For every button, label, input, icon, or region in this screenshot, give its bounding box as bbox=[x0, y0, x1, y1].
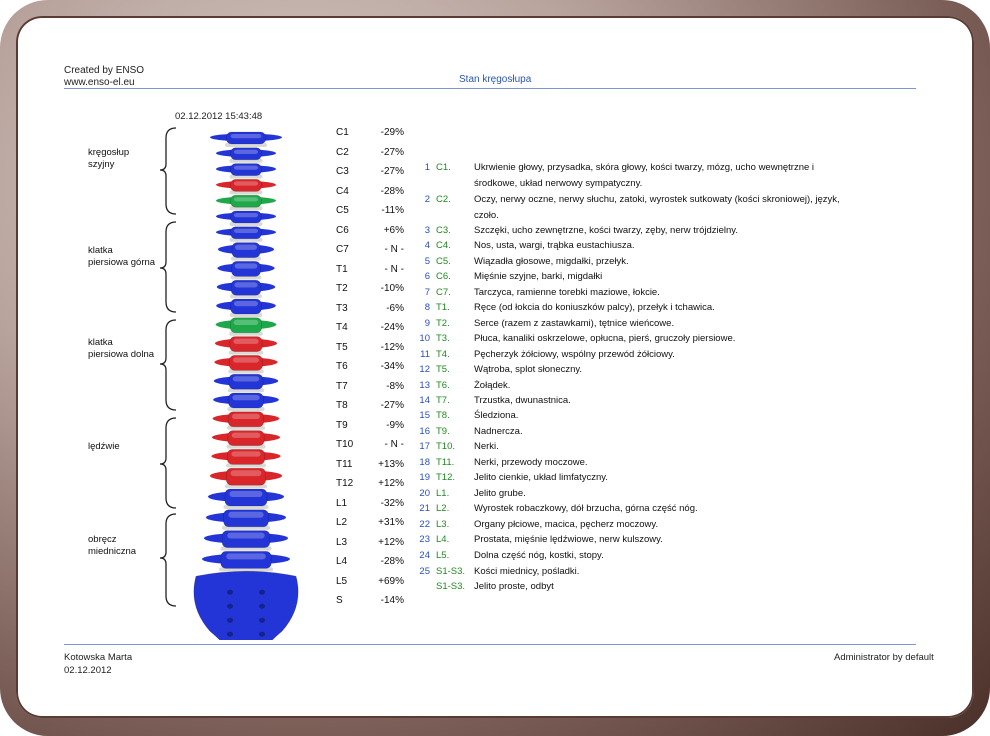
legend-description: Nerki, przewody moczowe. bbox=[474, 457, 588, 468]
legend-number: 7 bbox=[424, 287, 430, 298]
legend-description: Pęcherzyk żółciowy, wspólny przewód żółciowy. bbox=[474, 349, 675, 360]
legend-code: T3. bbox=[436, 333, 450, 344]
level-row bbox=[336, 400, 404, 411]
legend-number: 9 bbox=[424, 318, 430, 329]
level-percentage: - N - bbox=[384, 244, 404, 255]
vertebra-highlight bbox=[234, 229, 258, 233]
sacral-foramen bbox=[259, 604, 265, 609]
vertebra-highlight bbox=[232, 433, 261, 438]
legend-description: Ręce (od łokcia do koniuszków palcy), przełyk i tchawica. bbox=[474, 302, 715, 313]
legend-description: Jelito cienkie, układ limfatyczny. bbox=[474, 472, 608, 483]
legend-description: Wiązadła głosowe, migdałki, przełyk. bbox=[474, 256, 629, 267]
vertebra-highlight bbox=[232, 395, 259, 400]
level-name: C4 bbox=[336, 185, 349, 197]
sacral-foramen bbox=[227, 590, 233, 595]
level-name: C6 bbox=[336, 224, 349, 236]
level-name: L4 bbox=[336, 556, 348, 567]
legend-code: C1. bbox=[436, 162, 451, 173]
legend-number: 6 bbox=[424, 271, 430, 282]
report-page bbox=[16, 16, 974, 718]
legend-number: 19 bbox=[419, 472, 430, 483]
legend-description: Serce (razem z zastawkami), tętnice wieńcowe. bbox=[474, 318, 675, 329]
level-name: C1 bbox=[336, 127, 349, 138]
legend-code: T11. bbox=[436, 457, 455, 468]
legend-code: C4. bbox=[436, 240, 451, 251]
level-percentage: +6% bbox=[383, 224, 404, 236]
legend-number: 5 bbox=[424, 256, 430, 267]
level-row bbox=[336, 439, 404, 450]
legend-code: T9. bbox=[436, 426, 450, 437]
level-row bbox=[336, 478, 404, 489]
region-label-upper-thoracic: klatka piersiowa górna bbox=[88, 245, 156, 268]
vertebra-highlight bbox=[230, 491, 263, 497]
region-label-cervical: kręgosłup szyjny bbox=[88, 147, 130, 170]
legend-code: L5. bbox=[436, 550, 450, 561]
vertebra-highlight bbox=[231, 451, 260, 456]
level-row bbox=[336, 420, 404, 431]
level-row bbox=[336, 166, 404, 177]
legend-number: 13 bbox=[419, 380, 430, 391]
legend-number: 18 bbox=[419, 457, 430, 468]
sacral-foramen bbox=[227, 618, 233, 623]
level-percentage: -27% bbox=[380, 146, 404, 158]
level-name: T6 bbox=[336, 361, 348, 372]
level-row bbox=[336, 225, 404, 236]
legend-code: L3. bbox=[436, 519, 450, 530]
level-percentage: -8% bbox=[386, 380, 404, 392]
level-row bbox=[336, 498, 404, 509]
legend-code: L2. bbox=[436, 503, 450, 514]
vertebra-highlight bbox=[235, 245, 257, 250]
legend-code: T10. bbox=[436, 441, 456, 452]
level-name: T7 bbox=[336, 380, 348, 392]
legend-number: 23 bbox=[419, 534, 430, 545]
level-percentage: - N - bbox=[384, 439, 404, 450]
sacral-foramen bbox=[227, 604, 233, 609]
level-name: L3 bbox=[336, 536, 348, 548]
level-percentage: - N - bbox=[384, 263, 404, 275]
legend-code: S1-S3. bbox=[436, 581, 466, 592]
level-percentage: -24% bbox=[380, 322, 404, 333]
level-percentage: -12% bbox=[380, 341, 404, 353]
level-percentage: -11% bbox=[381, 205, 404, 216]
legend-number: 12 bbox=[419, 364, 430, 375]
legend-description: Dolna część nóg, kostki, stopy. bbox=[474, 550, 604, 561]
level-percentage: -10% bbox=[380, 283, 404, 294]
level-percentage: +13% bbox=[378, 458, 404, 470]
legend-code: T2. bbox=[436, 318, 450, 329]
legend-description: Jelito grube. bbox=[474, 488, 526, 499]
level-row bbox=[336, 537, 404, 548]
vertebra-highlight bbox=[234, 150, 258, 154]
legend-code: S1-S3. bbox=[436, 566, 466, 577]
sacral-foramen bbox=[259, 632, 265, 637]
legend-number: 4 bbox=[424, 240, 430, 251]
legend-number: 25 bbox=[419, 566, 430, 577]
level-name: T1 bbox=[336, 263, 348, 275]
report-date: 02.12.2012 bbox=[64, 665, 112, 676]
legend-description: Wyrostek robaczkowy, dół brzucha, górna część nóg. bbox=[474, 503, 698, 514]
level-row bbox=[336, 264, 404, 275]
legend-description: Tarczyca, ramienne torebki maziowe, łokcie. bbox=[474, 287, 660, 298]
vertebra-highlight bbox=[234, 213, 258, 217]
legend-number: 3 bbox=[424, 225, 430, 236]
level-percentage: -6% bbox=[386, 302, 404, 314]
level-percentage: -34% bbox=[380, 361, 404, 372]
level-row bbox=[336, 517, 404, 528]
level-percentage: -27% bbox=[380, 400, 404, 411]
region-label-lower-thoracic: klatka piersiowa dolna bbox=[88, 337, 155, 360]
region-braces bbox=[156, 124, 180, 614]
legend-description: Jelito proste, odbyt bbox=[474, 581, 554, 592]
legend-description: Ukrwienie głowy, przysadka, skóra głowy, kości twarzy, mózg, ucho wewnętrzne i środkowe, układ nerwowy sympatyczny. bbox=[474, 162, 815, 189]
level-row bbox=[336, 595, 404, 606]
legend-code: L1. bbox=[436, 488, 450, 499]
sacral-foramen bbox=[259, 618, 265, 623]
legend-description: Nos, usta, wargi, trąbka eustachiusza. bbox=[474, 240, 635, 251]
legend-description: Kości miednicy, pośladki. bbox=[474, 566, 580, 577]
vertebra-highlight bbox=[234, 282, 257, 287]
legend-description: Trzustka, dwunastnica. bbox=[474, 395, 571, 406]
legend-description: Żołądek. bbox=[474, 380, 511, 391]
vertebra-highlight bbox=[231, 470, 262, 476]
legend-description: Oczy, nerwy oczne, nerwy słuchu, zatoki, wyrostek sutkowaty (kości skroniowej), język, czoło. bbox=[474, 194, 840, 221]
legend-number: 17 bbox=[419, 441, 430, 452]
legend-description: Organy płciowe, macica, pęcherz moczowy. bbox=[474, 519, 659, 530]
admin-label: Administrator by default bbox=[834, 652, 934, 663]
level-percentage: -27% bbox=[380, 166, 404, 177]
legend-description: Szczęki, ucho zewnętrzne, kości twarzy, zęby, nerw trójdzielny. bbox=[474, 225, 738, 236]
region-label-pelvic: obręcz miedniczna bbox=[88, 534, 137, 557]
legend-number: 16 bbox=[419, 426, 430, 437]
vertebra-highlight bbox=[235, 263, 258, 268]
level-row bbox=[336, 576, 404, 587]
level-row bbox=[336, 205, 404, 216]
level-name: C3 bbox=[336, 166, 349, 177]
vertebra-highlight bbox=[228, 512, 263, 518]
legend-code: C6. bbox=[436, 271, 451, 282]
level-percentage: -28% bbox=[380, 185, 404, 197]
level-percentage: -9% bbox=[386, 419, 404, 431]
legend-code: T8. bbox=[436, 410, 450, 421]
level-name: S bbox=[336, 595, 343, 606]
created-by-label: Created by ENSO bbox=[64, 65, 145, 76]
level-row bbox=[336, 244, 404, 255]
vertebra-highlight bbox=[234, 320, 259, 325]
legend-number: 21 bbox=[419, 503, 430, 514]
vertebra-highlight bbox=[227, 533, 264, 539]
level-name: T4 bbox=[336, 322, 348, 333]
vertebra-highlight bbox=[233, 376, 260, 381]
legend-description: Śledziona. bbox=[474, 410, 519, 421]
level-name: T2 bbox=[336, 283, 348, 294]
legend-code: T6. bbox=[436, 380, 450, 391]
vertebra-highlight bbox=[234, 197, 258, 201]
level-row bbox=[336, 283, 404, 294]
level-row bbox=[336, 361, 404, 372]
vertebra-highlight bbox=[234, 166, 258, 170]
spine-diagram bbox=[186, 120, 306, 640]
legend-number: 8 bbox=[424, 302, 430, 313]
legend-number: 22 bbox=[419, 519, 430, 530]
level-name: T8 bbox=[336, 400, 348, 411]
region-label-lumbar: lędźwie bbox=[88, 441, 120, 452]
level-row bbox=[336, 127, 404, 138]
level-row bbox=[336, 556, 404, 567]
legend-number: 15 bbox=[419, 410, 430, 421]
level-percentage: -14% bbox=[380, 595, 404, 606]
level-percentage: +12% bbox=[378, 478, 404, 489]
legend-number: 20 bbox=[419, 488, 430, 499]
level-name: T10 bbox=[336, 439, 354, 450]
level-name: T9 bbox=[336, 419, 348, 431]
website-label: www.enso-el.eu bbox=[64, 77, 135, 88]
level-row bbox=[336, 381, 404, 392]
legend-number: 1 bbox=[424, 162, 430, 173]
sacrum bbox=[194, 571, 298, 640]
vertebra-highlight bbox=[233, 339, 258, 344]
vertebra-highlight bbox=[233, 357, 259, 362]
legend-description: Wątroba, splot słoneczny. bbox=[474, 364, 583, 375]
legend-description: Nadnercza. bbox=[474, 426, 523, 437]
legend-number: 10 bbox=[419, 333, 430, 344]
level-percentage: -28% bbox=[380, 556, 404, 567]
legend-code: L4. bbox=[436, 534, 450, 545]
level-row bbox=[336, 186, 404, 197]
vertebra-highlight bbox=[234, 301, 258, 306]
legend-code: T4. bbox=[436, 349, 450, 360]
level-name: T5 bbox=[336, 341, 348, 353]
level-name: C5 bbox=[336, 205, 349, 216]
level-name: L1 bbox=[336, 497, 348, 509]
patient-name: Kotowska Marta bbox=[64, 652, 133, 663]
level-row bbox=[336, 303, 404, 314]
vertebra-highlight bbox=[231, 134, 262, 138]
level-percentage: +31% bbox=[378, 517, 404, 528]
sacral-foramen bbox=[227, 632, 233, 637]
level-name: L5 bbox=[336, 575, 348, 587]
level-name: C7 bbox=[336, 244, 349, 255]
level-row bbox=[336, 342, 404, 353]
level-percentage: -32% bbox=[380, 497, 404, 509]
legend-number: 14 bbox=[419, 395, 430, 406]
legend-code: C5. bbox=[436, 256, 451, 267]
vertebra-highlight bbox=[234, 181, 258, 185]
legend-code: C2. bbox=[436, 194, 451, 205]
timestamp: 02.12.2012 15:43:48 bbox=[175, 111, 263, 122]
level-percentage: +12% bbox=[378, 536, 404, 548]
legend-code: C7. bbox=[436, 287, 451, 298]
header-divider bbox=[64, 88, 916, 89]
footer-divider bbox=[64, 644, 916, 645]
legend-code: T5. bbox=[436, 364, 450, 375]
page-title: Stan kręgosłupa bbox=[459, 74, 532, 85]
legend-description: Nerki. bbox=[474, 441, 499, 452]
legend-code: T7. bbox=[436, 395, 450, 406]
level-name: T12 bbox=[336, 478, 354, 489]
level-name: C2 bbox=[336, 146, 349, 158]
legend-number: 24 bbox=[419, 550, 430, 561]
legend-description: Prostata, mięśnie lędźwiowe, nerw kulszowy. bbox=[474, 534, 663, 545]
level-percentage: -29% bbox=[380, 127, 404, 138]
legend-number: 2 bbox=[424, 194, 430, 205]
legend-description: Płuca, kanaliki oskrzelowe, opłucna, pierś, gruczoły piersiowe. bbox=[474, 333, 736, 344]
sacral-foramen bbox=[259, 590, 265, 595]
vertebra-highlight bbox=[226, 553, 266, 559]
legend-number: 11 bbox=[420, 349, 430, 360]
legend-code: C3. bbox=[436, 225, 451, 236]
level-name: L2 bbox=[336, 517, 348, 528]
level-percentage: +69% bbox=[378, 575, 404, 587]
level-row bbox=[336, 147, 404, 158]
vertebra-highlight bbox=[232, 414, 260, 419]
level-row bbox=[336, 459, 404, 470]
level-row bbox=[336, 322, 404, 333]
legend-description: Mięśnie szyjne, barki, migdałki bbox=[474, 271, 603, 282]
legend-code: T12. bbox=[436, 472, 456, 483]
level-name: T11 bbox=[336, 458, 353, 470]
level-name: T3 bbox=[336, 302, 348, 314]
legend-code: T1. bbox=[436, 302, 450, 313]
